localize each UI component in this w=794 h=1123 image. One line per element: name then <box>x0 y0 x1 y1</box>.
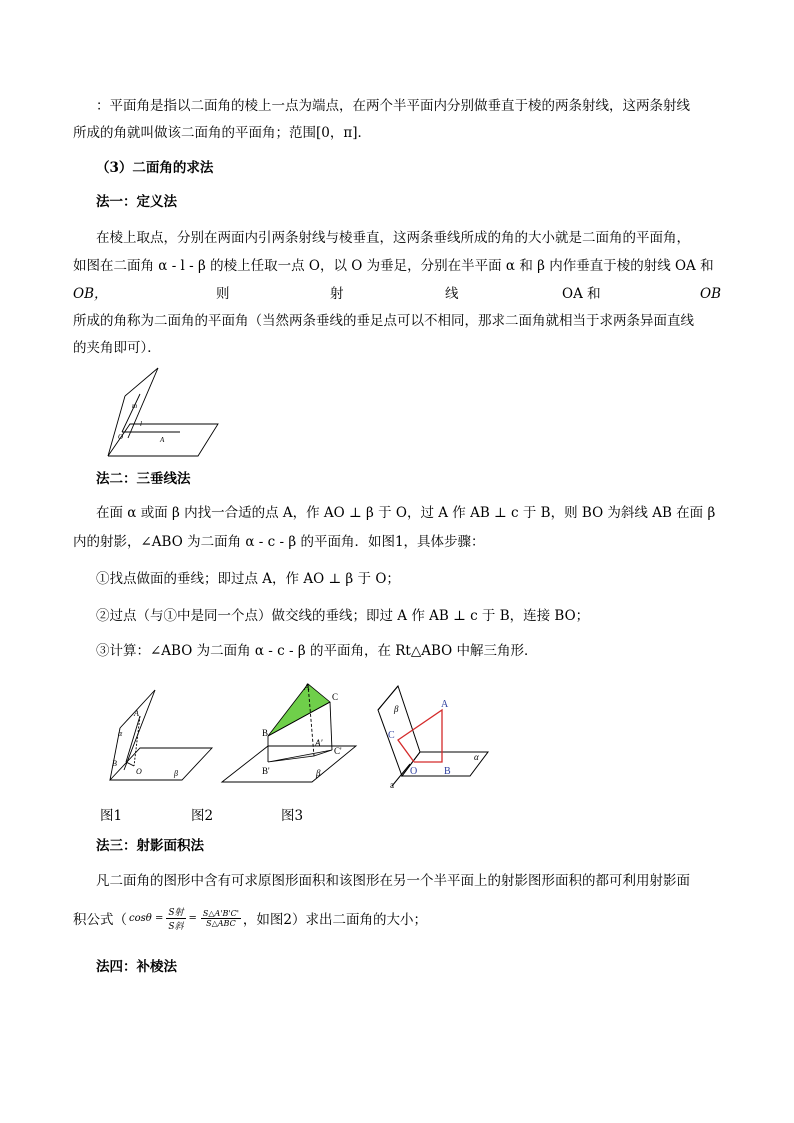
method1-line3-e: OA 和 <box>562 286 601 302</box>
caption-fig1: 图1 <box>100 808 123 824</box>
method1-line2: 如图在二面角 α - l - β 的棱上任取一点 O，以 O 为垂足，分别在半平面 α 和 β 内作垂直于棱的射线 OA 和 <box>73 258 714 274</box>
fig1-label-O: O <box>136 767 142 776</box>
method3-line2-pre: 积公式（ <box>73 912 127 928</box>
fig1-label-alpha: α <box>118 729 123 738</box>
fig2-label-A1: A' <box>315 738 323 748</box>
method2-step3: ③计算：∠ABO 为二面角 α - c - β 的平面角，在 Rt△ABO 中解三角形． <box>96 643 538 659</box>
fraction-1 <box>166 905 185 932</box>
fraction-2-den: S△ABC <box>206 918 236 928</box>
fig0-label-A: A <box>160 436 165 444</box>
fig2-label-beta: β <box>316 768 321 778</box>
fig3-label-C: C <box>388 730 395 741</box>
method1-title: 法一：定义法 <box>96 194 177 210</box>
figure-1 <box>100 688 215 788</box>
method1-line3-a: OB， <box>73 286 108 302</box>
caption-fig2: 图2 <box>191 808 214 824</box>
figure-definition <box>100 366 225 462</box>
fig3-label-alpha: α <box>474 752 479 762</box>
caption-fig3: 图3 <box>281 808 304 824</box>
method3-line2 <box>73 898 427 938</box>
method1-line3-d: 线 <box>445 286 459 302</box>
method1-line3-b: 则 <box>216 286 230 302</box>
equals-sign: = <box>188 912 197 924</box>
method2-line1: 在面 α 或面 β 内找一合适的点 A，作 AO ⊥ β 于 O，过 A 作 AB ⊥ c 于 B，则 BO 为斜线 AB 在面 β <box>96 505 716 521</box>
method1-line5: 的夹角即可）． <box>73 340 161 356</box>
fig1-label-B: B <box>112 759 117 768</box>
method2-title: 法二：三垂线法 <box>96 471 191 487</box>
fig3-label-a: a <box>390 780 394 790</box>
fig2-green-triangle <box>268 684 330 736</box>
method1-line3-f: OB <box>700 286 721 302</box>
method1-line4: 所成的角称为二面角的平面角（当然两条垂线的垂足点可以不相同，那求二面角就相当于求两条异面直线 <box>73 313 694 329</box>
figure-2 <box>220 680 360 786</box>
figure-3 <box>372 682 492 790</box>
p1-line1: ：平面角是指以二面角的棱上一点为端点，在两个半平面内分别做垂直于棱的两条射线，这两条射线 <box>96 98 690 114</box>
fig0-label-m: m <box>132 402 138 410</box>
section-heading: （3）二面角的求法 <box>96 160 214 176</box>
fig2-label-C1: C' <box>334 746 342 756</box>
fig2-label-A: A <box>304 682 310 692</box>
fig0-label-O: O <box>118 433 124 441</box>
method2-step2: ②过点（与①中是同一个点）做交线的垂线；即过 A 作 AB ⊥ c 于 B，连接 BO； <box>96 608 590 624</box>
method1-line1: 在棱上取点，分别在两面内引两条射线与棱垂直，这两条垂线所成的角的大小就是二面角的平面角， <box>96 230 690 246</box>
method2-line2: 内的射影，∠ABO 为二面角 α - c - β 的平面角．如图1，具体步骤： <box>73 534 485 550</box>
fraction-1-den: S斜 <box>168 921 184 932</box>
fig0-label-l: l <box>140 420 142 428</box>
method2-step1: ①找点做面的垂线；即过点 A，作 AO ⊥ β 于 O； <box>96 571 400 587</box>
fig3-label-B: B <box>444 766 451 777</box>
method4-title: 法四：补棱法 <box>96 959 177 975</box>
p1-line2: 所成的角就叫做该二面角的平面角；范围[0，π]． <box>73 125 371 141</box>
fraction-2 <box>201 909 241 928</box>
fig1-label-beta: β <box>174 769 178 778</box>
fraction-1-num: S射 <box>166 905 185 919</box>
fig3-label-O: O <box>410 766 418 777</box>
method3-line2-post: ，如图2）求出二面角的大小； <box>242 912 428 928</box>
cos-theta: cosθ = <box>129 912 164 924</box>
fraction-2-num: S△A'B'C' <box>202 908 239 918</box>
fig2-label-B: B <box>262 728 269 738</box>
fig3-label-beta: β <box>394 704 399 714</box>
fig2-label-C: C <box>332 692 339 702</box>
fig2-label-B1: B' <box>262 766 270 776</box>
fig1-label-A: A <box>134 709 139 718</box>
method1-line3-c: 射 <box>330 286 344 302</box>
method3-title: 法三：射影面积法 <box>96 838 204 854</box>
method3-line1: 凡二面角的图形中含有可求原图形面积和该图形在另一个半平面上的射影图形面积的都可利用射影面 <box>96 873 690 889</box>
fig3-label-A: A <box>441 699 449 710</box>
